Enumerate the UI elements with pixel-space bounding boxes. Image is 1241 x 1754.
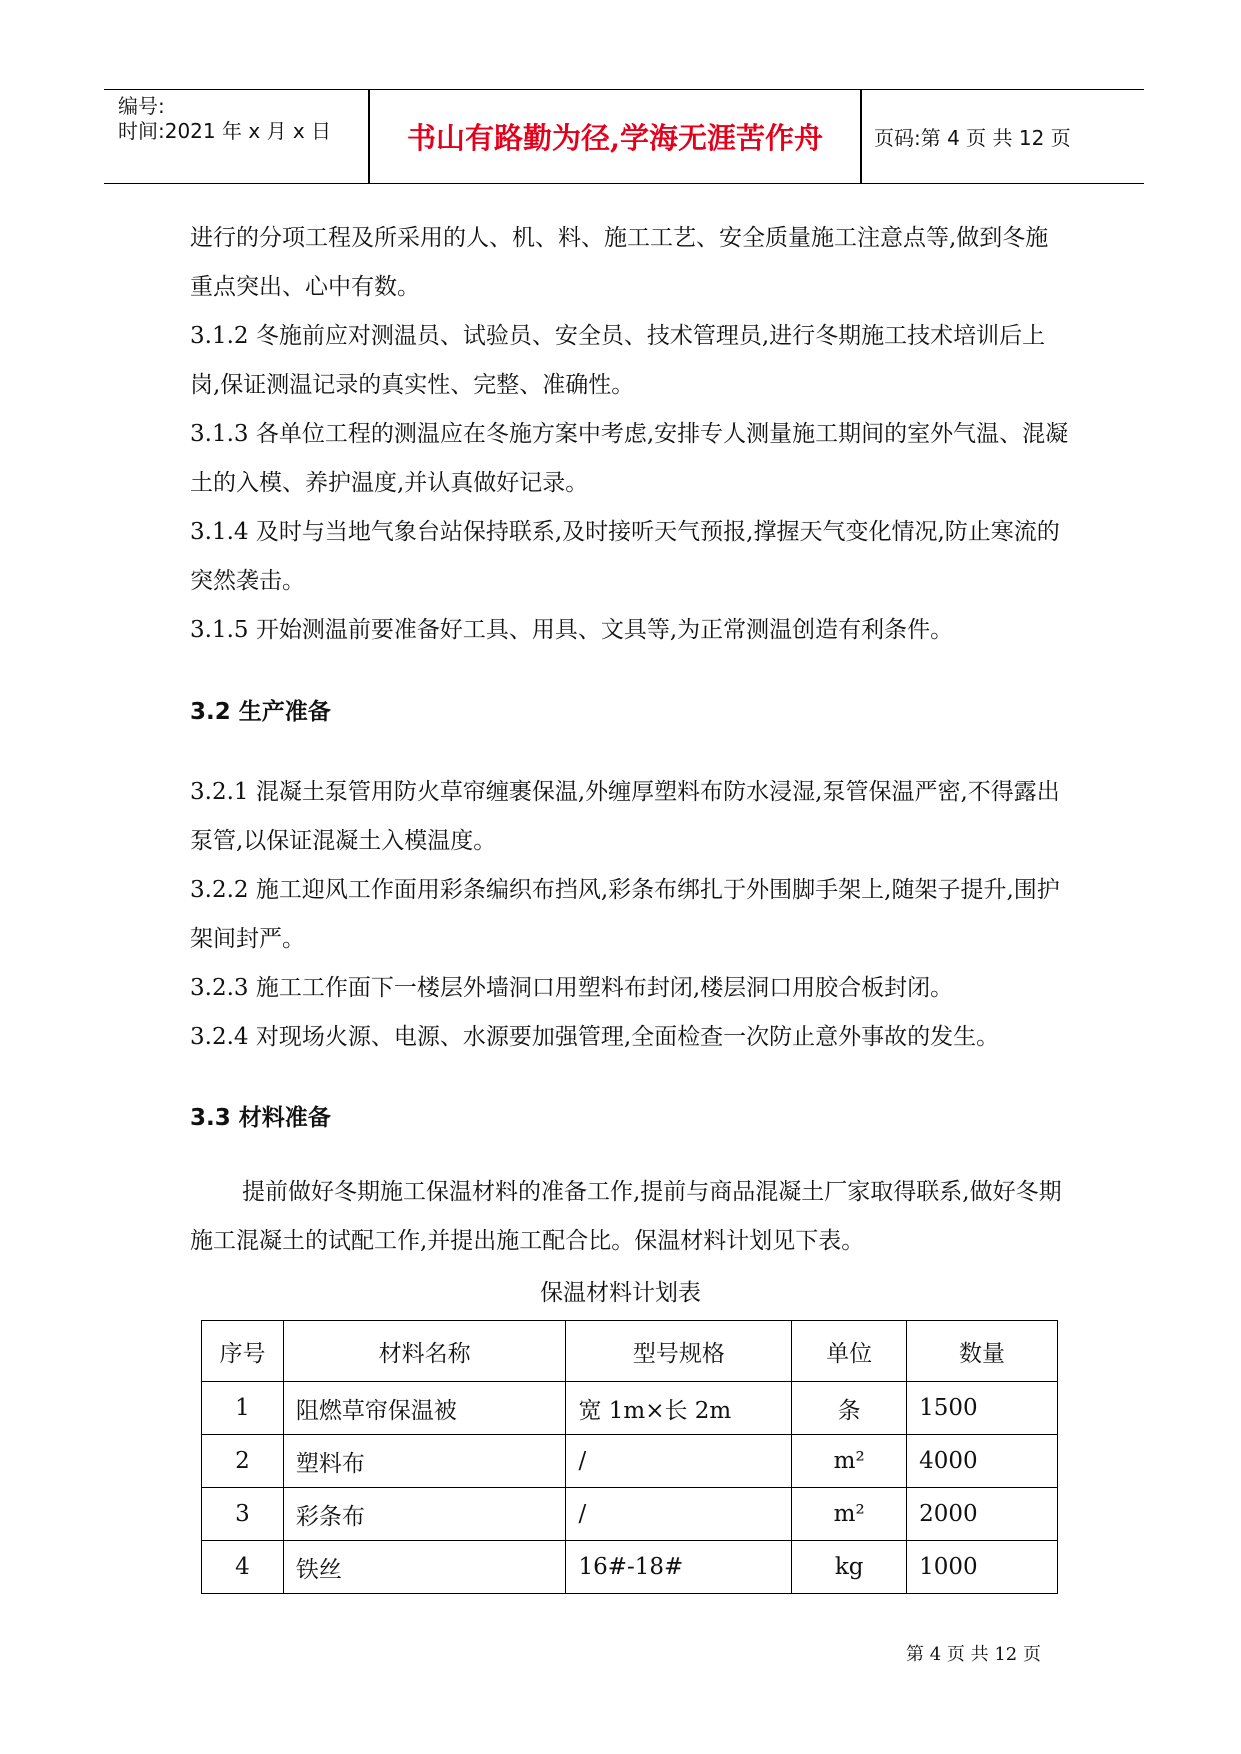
table-row [202,1488,1058,1541]
page-header [104,89,1144,184]
table-cell: 2000 [907,1488,1058,1541]
table-row [202,1541,1058,1594]
section-heading-3-3: 3.3 材料准备 [190,1105,331,1131]
table-row [202,1435,1058,1488]
table-cell: 铁丝 [283,1541,566,1594]
table-cell: 条 [792,1382,907,1435]
materials-table [201,1320,1058,1594]
table-cell: 4000 [907,1435,1058,1488]
column-header: 型号规格 [566,1321,792,1382]
column-header: 数量 [907,1321,1058,1382]
paragraph-3-2-1: 3.2.1 混凝土泵管用防火草帘缠裹保温,外缠厚塑料布防水浸湿,泵管保温严密,不得露出泵管,以保证混凝土入模温度。 [190,779,1060,854]
paragraph-3-1-5: 3.1.5 开始测温前要准备好工具、用具、文具等,为正常测温创造有利条件。 [190,617,954,643]
table-cell: 3 [202,1488,284,1541]
table-cell: 塑料布 [283,1435,566,1488]
paragraph-3-1-2: 3.1.2 冬施前应对测温员、试验员、安全员、技术管理员,进行冬期施工技术培训后上岗,保证测温记录的真实性、完整、准确性。 [190,323,1046,398]
header-motto: 书山有路勤为径,学海无涯苦作舟 [406,121,824,155]
paragraph: 进行的分项工程及所采用的人、机、料、施工工艺、安全质量施工注意点等,做到冬施重点突出、心中有数。 [190,225,1049,300]
table-cell: / [566,1435,792,1488]
table-header-row [202,1321,1058,1382]
header-meta [118,94,331,144]
table-cell: 4 [202,1541,284,1594]
column-header: 单位 [792,1321,907,1382]
paragraph-3-2-4: 3.2.4 对现场火源、电源、水源要加强管理,全面检查一次防止意外事故的发生。 [190,1024,1000,1050]
table-cell: kg [792,1541,907,1594]
table-caption: 保温材料计划表 [540,1280,701,1306]
header-divider [860,90,862,183]
paragraph-3-2-2: 3.2.2 施工迎风工作面用彩条编织布挡风,彩条布绑扎于外围脚手架上,随架子提升,围护架间封严。 [190,877,1060,952]
table-cell: 1500 [907,1382,1058,1435]
paragraph-3-1-3: 3.1.3 各单位工程的测温应在冬施方案中考虑,安排专人测量施工期间的室外气温、混凝土的入模、养护温度,并认真做好记录。 [190,421,1069,496]
table-cell: 16#-18# [566,1541,792,1594]
header-page-label: 页码:第 4 页 共 12 页 [874,126,1071,150]
table-cell: m² [792,1435,907,1488]
number-label: 编号: [118,94,165,118]
table-row [202,1382,1058,1435]
table-cell: 1 [202,1382,284,1435]
paragraph-3-1-4: 3.1.4 及时与当地气象台站保持联系,及时接听天气预报,撑握天气变化情况,防止寒流的突然袭击。 [190,519,1060,594]
column-header: 材料名称 [283,1321,566,1382]
table-cell: 宽 1m×长 2m [566,1382,792,1435]
table-cell: 阻燃草帘保温被 [283,1382,566,1435]
page-footer: 第 4 页 共 12 页 [906,1644,1041,1665]
paragraph-3-2-3: 3.2.3 施工工作面下一楼层外墙洞口用塑料布封闭,楼层洞口用胶合板封闭。 [190,975,954,1001]
time-label: 时间:2021 年 x 月 x 日 [118,119,332,143]
section-heading-3-2: 3.2 生产准备 [190,699,331,725]
table-cell: m² [792,1488,907,1541]
paragraph-3-3: 提前做好冬期施工保温材料的准备工作,提前与商品混凝土厂家取得联系,做好冬期施工混凝土的试配工作,并提出施工配合比。保温材料计划见下表。 [190,1179,1062,1254]
column-header: 序号 [202,1321,284,1382]
table-cell: / [566,1488,792,1541]
table-cell: 2 [202,1435,284,1488]
table-cell: 彩条布 [283,1488,566,1541]
table-cell: 1000 [907,1541,1058,1594]
